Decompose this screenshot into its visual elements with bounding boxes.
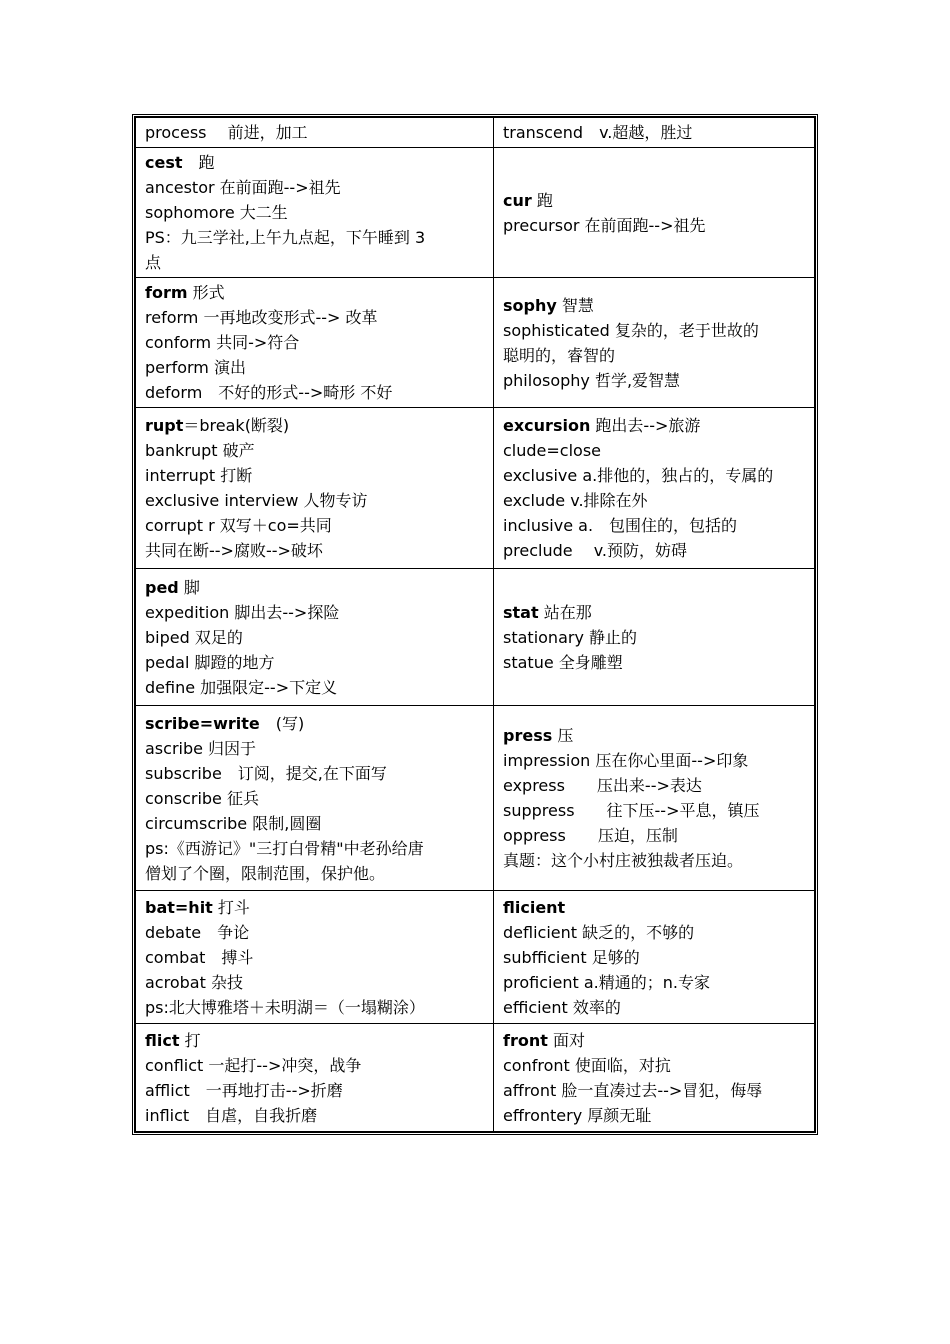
word-cell-right <box>494 706 815 891</box>
entry-text: express 压出来-->表达 <box>503 776 702 795</box>
word-cell-right <box>494 118 815 148</box>
word-entry <box>503 823 806 848</box>
entry-text: 真题：这个小村庄被独裁者压迫。 <box>503 851 744 870</box>
root-meaning: 智慧 <box>556 295 594 315</box>
entry-text: corrupt r 双写＋co=共同 <box>145 516 332 535</box>
entry-text: oppress 压迫，压制 <box>503 826 678 845</box>
entry-text: subscribe 订阅，提交,在下面写 <box>145 763 387 783</box>
root-meaning: 跑 <box>182 153 215 172</box>
entry-text: statue 全身雕塑 <box>503 652 623 672</box>
word-entry <box>145 200 485 225</box>
entry-text: ps:《西游记》"三打白骨精"中老孙给唐 <box>145 838 424 858</box>
entry-text: 共同在断-->腐败-->破坏 <box>145 541 323 560</box>
root-word: cur <box>503 190 532 210</box>
word-entry <box>145 836 485 861</box>
root-meaning: 跑出去-->旅游 <box>590 416 701 435</box>
word-entry <box>145 600 485 625</box>
word-entry <box>503 945 806 970</box>
word-entry <box>503 773 806 798</box>
word-cell-left <box>136 118 494 148</box>
word-entry <box>503 213 806 238</box>
root-word: front <box>503 1030 548 1050</box>
word-cell-left <box>136 1024 494 1132</box>
word-cell-right <box>494 1024 815 1132</box>
word-entry <box>503 318 806 343</box>
entry-text: 点 <box>145 253 162 272</box>
root-entry <box>145 413 485 438</box>
word-entry <box>145 736 485 761</box>
entry-text: sophomore 大二生 <box>145 203 288 222</box>
root-word: excursion <box>503 416 591 435</box>
word-cell-right <box>494 569 815 706</box>
word-entry <box>145 438 485 463</box>
entry-text: confront 使面临，对抗 <box>503 1055 671 1075</box>
word-entry <box>503 1053 806 1078</box>
word-entry <box>145 650 485 675</box>
entry-text: 僧划了个圈，限制范围，保护他。 <box>145 863 386 883</box>
entry-text: bankrupt 破产 <box>145 441 255 460</box>
table-row <box>136 118 815 148</box>
entry-text: ancestor 在前面跑-->祖先 <box>145 178 341 197</box>
entry-text: stationary 静止的 <box>503 627 638 647</box>
root-entry <box>145 120 485 145</box>
root-word: scribe=write <box>145 713 260 733</box>
root-entry <box>503 188 806 213</box>
root-entry <box>503 293 806 318</box>
word-entry <box>145 920 485 945</box>
entry-text: pedal 脚蹬的地方 <box>145 652 275 672</box>
entry-text: 聪明的，睿智的 <box>503 345 616 365</box>
word-entry <box>503 488 806 513</box>
root-word: rupt <box>145 416 184 435</box>
table-row <box>136 148 815 278</box>
entry-text: proficient a.精通的；n.专家 <box>503 972 710 992</box>
word-entry <box>145 380 485 405</box>
root-entry <box>503 600 806 625</box>
word-entry <box>145 330 485 355</box>
word-entry <box>145 463 485 488</box>
entry-text: combat 搏斗 <box>145 947 254 967</box>
word-entry <box>145 675 485 700</box>
entry-text: deflicient 缺乏的，不够的 <box>503 922 695 942</box>
table-row <box>136 1024 815 1132</box>
word-entry <box>145 225 485 250</box>
entry-text: circumscribe 限制,圆圈 <box>145 813 322 833</box>
word-entry <box>145 761 485 786</box>
word-entry <box>503 513 806 538</box>
word-cell-right <box>494 408 815 569</box>
word-entry <box>503 538 806 563</box>
entry-text: exclusive a.排他的，独占的，专属的 <box>503 466 774 485</box>
word-entry <box>145 995 485 1020</box>
word-entry <box>145 811 485 836</box>
entry-text: interrupt 打断 <box>145 466 253 485</box>
root-word: form <box>145 283 188 302</box>
entry-text: preclude v.预防，妨碍 <box>503 541 688 560</box>
entry-text: debate 争论 <box>145 922 250 942</box>
root-entry <box>145 150 485 175</box>
word-cell-left <box>136 278 494 408</box>
entry-text: define 加强限定-->下定义 <box>145 677 338 697</box>
word-entry <box>145 175 485 200</box>
entry-text: affront 脸一直凑过去-->冒犯，侮辱 <box>503 1080 763 1100</box>
vocabulary-grid <box>135 117 815 1132</box>
root-meaning: 打斗 <box>212 897 250 917</box>
word-entry <box>503 343 806 368</box>
word-entry <box>503 920 806 945</box>
entry-text: philosophy 哲学,爱智慧 <box>503 370 681 390</box>
word-entry <box>145 945 485 970</box>
entry-text: perform 演出 <box>145 358 246 377</box>
entry-text: conflict 一起打-->冲突，战争 <box>145 1055 362 1075</box>
root-word: sophy <box>503 295 557 315</box>
root-word: ped <box>145 577 179 597</box>
entry-text: suppress 往下压-->平息，镇压 <box>503 801 760 820</box>
root-entry <box>503 895 806 920</box>
word-entry <box>503 970 806 995</box>
root-entry <box>145 1028 485 1053</box>
entry-text: ascribe 归因于 <box>145 738 257 758</box>
word-entry <box>503 995 806 1020</box>
word-entry <box>503 625 806 650</box>
entry-text: inflict 自虐，自我折磨 <box>145 1105 318 1125</box>
root-word: cest <box>145 153 183 172</box>
word-cell-left <box>136 148 494 278</box>
word-entry <box>503 1103 806 1128</box>
entry-text: effrontery 厚颜无耻 <box>503 1105 652 1125</box>
table-row <box>136 408 815 569</box>
word-cell-left <box>136 569 494 706</box>
word-cell-left <box>136 408 494 569</box>
entry-text: exclusive interview 人物专访 <box>145 491 368 510</box>
word-entry <box>145 355 485 380</box>
root-entry <box>145 711 485 736</box>
entry-text: impression 压在你心里面-->印象 <box>503 751 749 770</box>
entry-text: PS：九三学社,上午九点起，下午睡到 3 <box>145 228 426 247</box>
word-entry <box>145 1053 485 1078</box>
word-entry <box>503 650 806 675</box>
root-word: stat <box>503 602 539 622</box>
entry-text: ps:北大博雅塔＋未明湖＝（一塌糊涂） <box>145 997 425 1017</box>
entry-text: efficient 效率的 <box>503 997 621 1017</box>
word-entry <box>503 463 806 488</box>
root-meaning: ＝break(断裂) <box>183 416 290 435</box>
table-row <box>136 891 815 1024</box>
entry-text: conscribe 征兵 <box>145 788 259 808</box>
word-cell-right <box>494 148 815 278</box>
root-meaning: 跑 <box>531 190 553 210</box>
word-cell-right <box>494 278 815 408</box>
entry-text: transcend v.超越，胜过 <box>503 123 693 142</box>
root-word: flict <box>145 1030 180 1050</box>
word-entry <box>145 861 485 886</box>
entry-text: inclusive a. 包围住的，包括的 <box>503 516 738 535</box>
word-cell-left <box>136 706 494 891</box>
root-meaning: (写) <box>259 713 305 733</box>
entry-text: process 前进，加工 <box>145 123 308 142</box>
entry-text: precursor 在前面跑-->祖先 <box>503 215 706 235</box>
entry-text: subfficient 足够的 <box>503 947 640 967</box>
root-word: flicient <box>503 897 566 917</box>
root-entry <box>145 895 485 920</box>
entry-text: afflict 一再地打击-->折磨 <box>145 1080 343 1100</box>
word-entry <box>503 438 806 463</box>
root-entry <box>145 575 485 600</box>
word-entry <box>503 848 806 873</box>
word-entry <box>145 1103 485 1128</box>
root-meaning: 压 <box>552 726 574 745</box>
word-entry <box>145 250 485 275</box>
entry-text: deform 不好的形式-->畸形 不好 <box>145 383 393 402</box>
entry-text: exclude v.排除在外 <box>503 491 648 510</box>
table-row <box>136 569 815 706</box>
word-entry <box>145 488 485 513</box>
entry-text: sophisticated 复杂的，老于世故的 <box>503 320 759 340</box>
vocabulary-table <box>132 114 818 1135</box>
entry-text: biped 双足的 <box>145 627 243 647</box>
root-entry <box>503 1028 806 1053</box>
table-row <box>136 278 815 408</box>
root-word: bat=hit <box>145 897 213 917</box>
word-entry <box>145 1078 485 1103</box>
word-entry <box>503 748 806 773</box>
root-meaning: 站在那 <box>538 602 592 622</box>
entry-text: reform 一再地改变形式--> 改革 <box>145 308 378 327</box>
root-meaning: 脚 <box>178 577 200 597</box>
root-word: press <box>503 726 553 745</box>
table-row <box>136 706 815 891</box>
word-cell-right <box>494 891 815 1024</box>
root-entry <box>503 723 806 748</box>
word-entry <box>145 305 485 330</box>
entry-text: expedition 脚出去-->探险 <box>145 602 340 622</box>
word-entry <box>503 1078 806 1103</box>
word-entry <box>503 798 806 823</box>
root-meaning: 打 <box>179 1030 201 1050</box>
entry-text: clude=close <box>503 441 601 460</box>
word-entry <box>145 786 485 811</box>
word-entry <box>503 368 806 393</box>
entry-text: conform 共同->符合 <box>145 333 300 352</box>
root-entry <box>503 413 806 438</box>
word-cell-left <box>136 891 494 1024</box>
word-entry <box>145 513 485 538</box>
entry-text: acrobat 杂技 <box>145 972 243 992</box>
word-entry <box>145 625 485 650</box>
word-entry <box>145 970 485 995</box>
word-entry <box>145 538 485 563</box>
root-entry <box>145 280 485 305</box>
root-entry <box>503 120 806 145</box>
root-meaning: 形式 <box>187 283 225 302</box>
root-meaning: 面对 <box>547 1030 585 1050</box>
